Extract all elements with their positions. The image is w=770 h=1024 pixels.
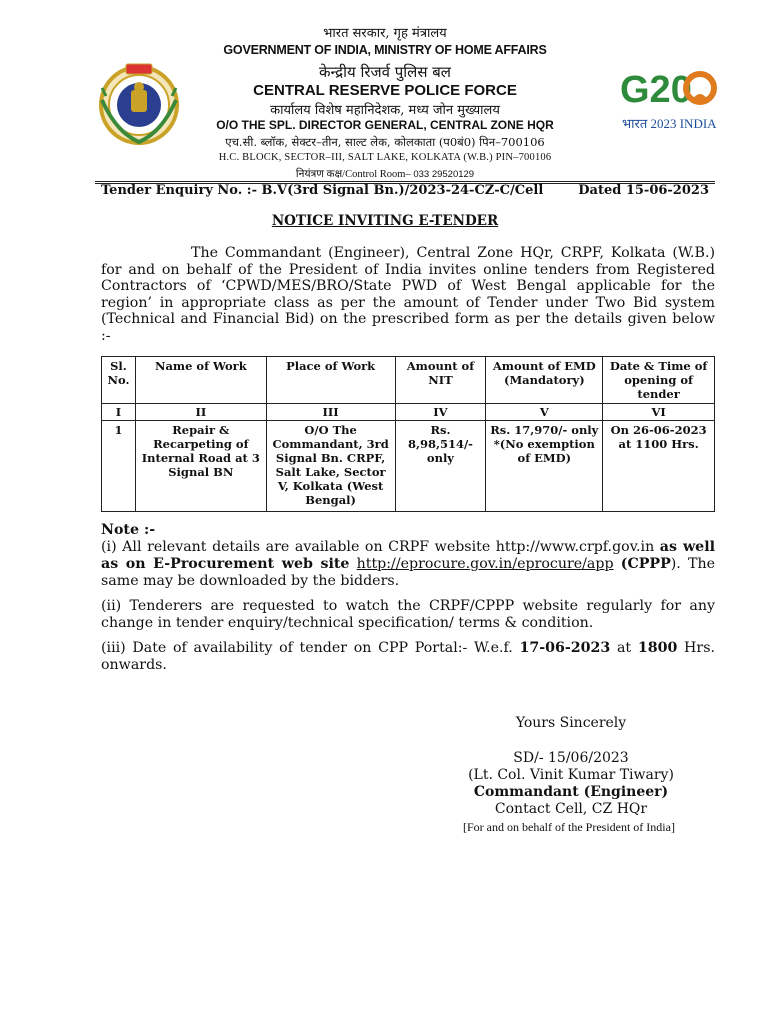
control-room-label: नियंत्रण कक्ष/Control Room– xyxy=(295,169,411,180)
table-roman-row xyxy=(102,404,715,421)
header-divider xyxy=(95,181,715,182)
g20-logo-letter-g: G20 xyxy=(620,69,692,111)
tender-enquiry-number: Tender Enquiry No. :- B.V(3rd Signal Bn.)/2023-24-CZ-C/Cell xyxy=(101,183,544,198)
header-hindi-government: भारत सरकार, गृह मंत्रालय xyxy=(323,26,447,41)
tender-enquiry-line xyxy=(101,183,713,198)
table-cell-opening: On 26-06-2023 at 1100 Hrs. xyxy=(603,421,715,512)
table-header-cell: Amount of EMD (Mandatory) xyxy=(486,357,603,404)
table-roman-cell: II xyxy=(135,404,266,421)
table-roman-cell: III xyxy=(266,404,395,421)
tender-date: Dated 15-06-2023 xyxy=(578,183,709,198)
note-3-text: (iii) Date of availability of tender on CPP Portal:- W.e.f. xyxy=(101,640,520,656)
body-paragraph xyxy=(101,245,715,344)
table-roman-cell: IV xyxy=(395,404,486,421)
note-1 xyxy=(101,539,715,590)
table-header-cell: Place of Work xyxy=(266,357,395,404)
table-header-cell: Date & Time of opening of tender xyxy=(603,357,715,404)
notes-section xyxy=(101,522,715,682)
header-hindi-crpf: केन्द्रीय रिजर्व पुलिस बल xyxy=(319,63,451,81)
header-address: H.C. BLOCK, SECTOR–III, SALT LAKE, KOLKATA (W.B.) PIN–700106 xyxy=(218,152,552,163)
signature-closing: Yours Sincerely xyxy=(515,715,627,731)
table-roman-cell: V xyxy=(486,404,603,421)
table-cell-work: Repair & Recarpeting of Internal Road at 3 Signal BN xyxy=(135,421,266,512)
table-row xyxy=(102,421,715,512)
body-paragraph-text: The Commandant (Engineer), Central Zone HQr, CRPF, Kolkata (W.B.) for and on behalf of the President of India invites online tenders from Registered Contractors of ‘CPWD/MES/BRO/State PWD of West Bengal applicable for the region’ in appropriate class as per the amount of Tender under Two Bid system (Technical and Financial Bid) on the prescribed form as per the details given below :- xyxy=(101,245,715,344)
note-1-text: (i) All relevant details are available on CRPF website http://www.crpf.gov.in xyxy=(101,539,660,555)
note-2: (ii) Tenderers are requested to watch the CRPF/CPPP website regularly for any change in tender enquiry/technical specification/ terms & condition. xyxy=(101,598,715,631)
table-header-row xyxy=(102,357,715,404)
table-roman-cell: I xyxy=(102,404,136,421)
signature-on-behalf: [For and on behalf of the President of India] xyxy=(463,820,675,834)
table-cell-nit: Rs. 8,98,514/- only xyxy=(395,421,486,512)
note-3-tail: Hrs. onwards. xyxy=(101,640,715,673)
header-hindi-office: कार्यालय विशेष महानिदेशक, मध्य जोन मुख्यालय xyxy=(270,103,500,118)
note-3-time: 1800 xyxy=(637,640,678,656)
note-1-cppp: (CPPP xyxy=(620,556,671,572)
note-1-bold: as well as on E-Procurement web site xyxy=(101,539,715,572)
note-1-tail: ). The same may be downloaded by the bidders. xyxy=(101,556,715,589)
table-header-cell: Name of Work xyxy=(135,357,266,404)
table-cell-emd: Rs. 17,970/- only *(No exemption of EMD) xyxy=(486,421,603,512)
notes-heading: Note :- xyxy=(101,522,156,538)
table-cell-place: O/O The Commandant, 3rd Signal Bn. CRPF, Salt Lake, Sector V, Kolkata (West Bengal) xyxy=(266,421,395,512)
header-crpf: CENTRAL RESERVE POLICE FORCE xyxy=(253,82,517,99)
signature-contact: Contact Cell, CZ HQr xyxy=(494,801,648,817)
header-control-room xyxy=(0,167,770,181)
table-header-cell: Sl. No. xyxy=(102,357,136,404)
table-roman-cell: VI xyxy=(603,404,715,421)
header-hindi-address: एच.सी. ब्लॉक, सेक्टर–तीन, साल्ट लेक, कोलकाता (प0बं0) पिन–700106 xyxy=(225,135,545,149)
notice-title: NOTICE INVITING E-TENDER xyxy=(271,213,499,229)
tender-table xyxy=(101,356,715,512)
signature-designation: Commandant (Engineer) xyxy=(473,784,669,800)
table-header-cell: Amount of NIT xyxy=(395,357,486,404)
table-cell-sl: 1 xyxy=(102,421,136,512)
note-3-date: 17-06-2023 xyxy=(519,640,611,656)
header-office: O/O THE SPL. DIRECTOR GENERAL, CENTRAL ZONE HQR xyxy=(216,118,554,132)
control-room-number: 033 29520129 xyxy=(413,169,475,180)
eprocure-link[interactable]: http://eprocure.gov.in/eprocure/app xyxy=(356,556,614,572)
signature-sd: SD/- 15/06/2023 xyxy=(513,750,629,766)
signature-name: (Lt. Col. Vinit Kumar Tiwary) xyxy=(468,767,674,783)
note-3-at: at xyxy=(610,640,638,656)
note-3 xyxy=(101,640,715,674)
header-government: GOVERNMENT OF INDIA, MINISTRY OF HOME AFFAIRS xyxy=(223,43,547,57)
g20-caption: भारत 2023 INDIA xyxy=(622,116,717,131)
